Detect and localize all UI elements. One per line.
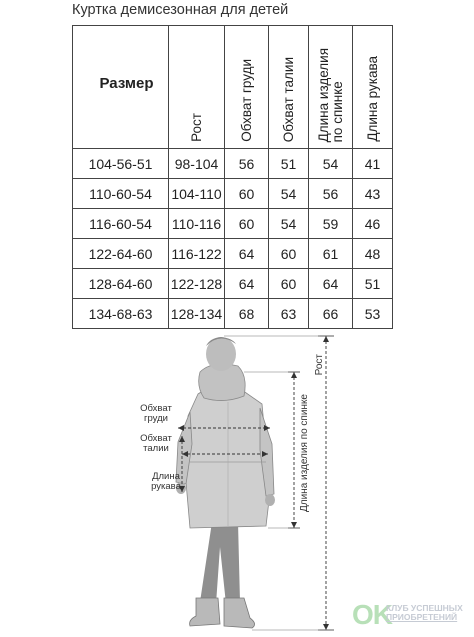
table-row — [73, 179, 393, 209]
table-cell: 110-116 — [169, 209, 225, 239]
header-back-length: Длина изделия по спинке — [309, 26, 353, 149]
header-sleeve: Длина рукава — [353, 26, 393, 149]
table-cell: 98-104 — [169, 149, 225, 179]
table-cell: 53 — [353, 299, 393, 329]
table-row — [73, 209, 393, 239]
table-cell: 56 — [309, 179, 353, 209]
back-length-label: Длина изделия по спинке — [299, 394, 310, 513]
table-cell: 54 — [269, 209, 309, 239]
table-cell: 64 — [225, 269, 269, 299]
size-cell: 116-60-54 — [73, 209, 169, 239]
size-cell: 122-64-60 — [73, 239, 169, 269]
table-cell: 116-122 — [169, 239, 225, 269]
table-cell: 43 — [353, 179, 393, 209]
child-legs — [200, 522, 240, 604]
size-cell: 134-68-63 — [73, 299, 169, 329]
table-cell: 48 — [353, 239, 393, 269]
table-cell: 46 — [353, 209, 393, 239]
right-boot-icon — [224, 598, 255, 628]
height-label: Рост — [314, 354, 325, 376]
table-cell: 54 — [269, 179, 309, 209]
table-row — [73, 269, 393, 299]
header-size: Размер — [73, 26, 169, 149]
table-header-row — [73, 26, 393, 149]
table-cell: 56 — [225, 149, 269, 179]
table-row — [73, 149, 393, 179]
table-cell: 122-128 — [169, 269, 225, 299]
table-cell: 63 — [269, 299, 309, 329]
sleeve-label: Длина рукава — [151, 471, 181, 492]
table-cell: 60 — [225, 179, 269, 209]
size-table — [72, 25, 393, 329]
size-cell: 128-64-60 — [73, 269, 169, 299]
table-cell: 104-110 — [169, 179, 225, 209]
club-logo — [352, 600, 472, 630]
waist-label: Обхват талии — [140, 433, 172, 454]
size-cell: 110-60-54 — [73, 179, 169, 209]
header-waist: Обхват талии — [269, 26, 309, 149]
logo-text: КЛУБ УСПЕШНЫХ ПРИОБРЕТЕНИЙ — [386, 603, 463, 622]
table-cell: 54 — [309, 149, 353, 179]
table-cell: 59 — [309, 209, 353, 239]
table-cell: 41 — [353, 149, 393, 179]
ok-logo-icon: OK — [352, 599, 392, 630]
table-cell: 60 — [269, 239, 309, 269]
table-cell: 61 — [309, 239, 353, 269]
table-cell: 64 — [225, 239, 269, 269]
left-boot-icon — [190, 598, 220, 626]
table-cell: 66 — [309, 299, 353, 329]
table-cell: 60 — [225, 209, 269, 239]
header-chest: Обхват груди — [225, 26, 269, 149]
table-row — [73, 299, 393, 329]
page-title: Куртка демисезонная для детей — [72, 2, 289, 18]
table-cell: 64 — [309, 269, 353, 299]
chest-label: Обхват груди — [140, 403, 172, 424]
table-row — [73, 239, 393, 269]
table-cell: 128-134 — [169, 299, 225, 329]
header-height: Рост — [169, 26, 225, 149]
table-cell: 60 — [269, 269, 309, 299]
size-cell: 104-56-51 — [73, 149, 169, 179]
table-cell: 51 — [269, 149, 309, 179]
table-cell: 51 — [353, 269, 393, 299]
table-cell: 68 — [225, 299, 269, 329]
